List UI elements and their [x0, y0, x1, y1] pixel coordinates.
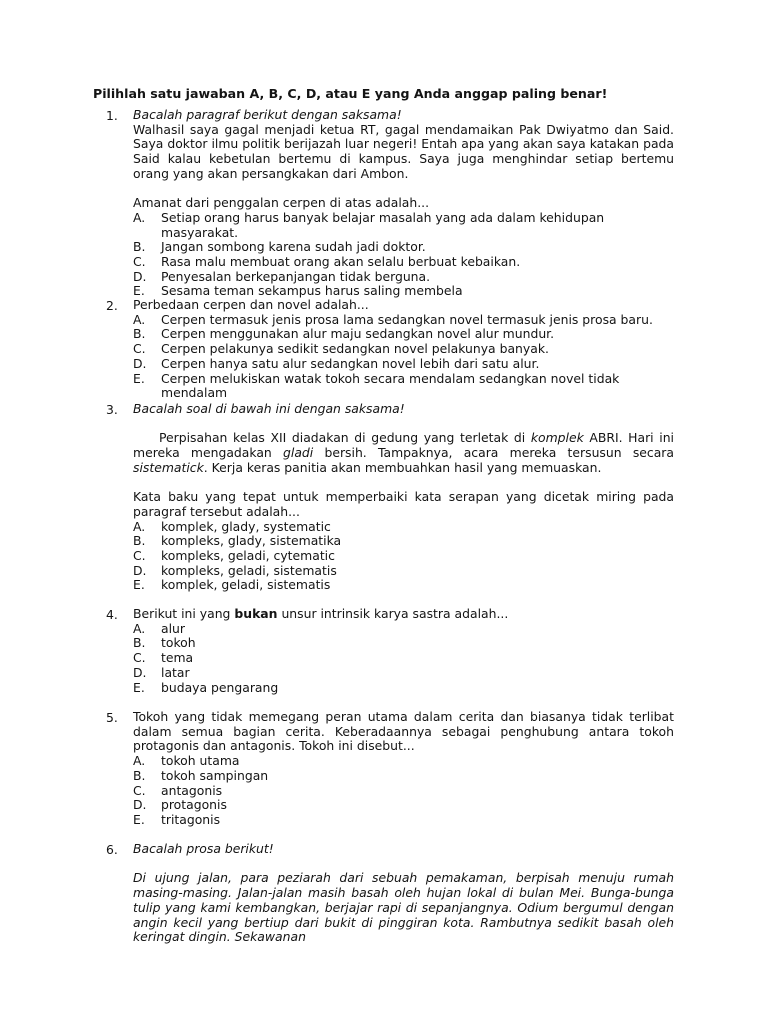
option-letter: D. [133, 562, 147, 578]
question-text: Berikut ini yang bukan unsur intrinsik karya sastra adalah... [133, 606, 509, 621]
option-c[interactable] [133, 255, 674, 270]
option-letter: E. [133, 811, 145, 827]
option-e[interactable] [133, 813, 674, 828]
question-number: 1. [106, 108, 118, 123]
option-a[interactable] [133, 520, 674, 535]
option-text: Rasa malu membuat orang akan selalu berbuat kebaikan. [161, 254, 521, 270]
option-text: Cerpen pelakunya sedikit sedangkan novel pelakunya banyak. [161, 341, 549, 357]
option-letter: C. [133, 782, 146, 798]
option-c[interactable] [133, 651, 674, 666]
question-body [133, 402, 674, 593]
question-body [133, 298, 674, 401]
question-prompt: Bacalah paragraf berikut dengan saksama! [133, 107, 402, 122]
option-b[interactable] [133, 769, 674, 784]
option-e[interactable] [133, 681, 674, 696]
question-body [133, 842, 674, 945]
option-text: tokoh sampingan [161, 767, 269, 783]
option-text: Penyesalan berkepanjangan tidak berguna. [161, 268, 431, 284]
option-letter: C. [133, 341, 146, 357]
option-text: latar [161, 664, 190, 680]
question-text: Kata baku yang tepat untuk memperbaiki kata serapan yang dicetak miring pada paragraf tersebut adalah... [133, 489, 674, 519]
italic-word: gladi [283, 445, 314, 461]
option-letter: E. [133, 679, 145, 695]
option-a[interactable] [133, 313, 674, 328]
option-text: Cerpen hanya satu alur sedangkan novel lebih dari satu alur. [161, 355, 540, 371]
option-letter: B. [133, 767, 146, 783]
option-text: antagonis [161, 782, 223, 798]
option-letter: A. [133, 311, 146, 327]
option-a[interactable] [133, 622, 674, 637]
question-number: 4. [106, 607, 118, 622]
passage-text: Di ujung jalan, para peziarah dari sebuah pemakaman, berpisah menuju rumah masing-masing. Jalan-jalan masih basah oleh hujan lokal di bulan Mei. Bunga-bunga tulip yang kami kembangkan, berjajar rapi di sepanjangnya. Odium bergumul dengan angin kecil yang bertiup dari bukit di pinggiran kota. Rambutnya sedikit basah oleh keringat dingin. Sekawanan [133, 870, 674, 945]
option-text: Jangan sombong karena sudah jadi doktor. [161, 239, 426, 255]
question-body [133, 607, 674, 695]
option-b[interactable] [133, 636, 674, 651]
option-a[interactable] [133, 211, 674, 240]
option-text: tema [161, 650, 194, 666]
option-text: kompleks, geladi, cytematic [161, 548, 335, 563]
option-letter: E. [133, 577, 145, 593]
emphasis-word: bukan [234, 606, 278, 621]
option-letter: D. [133, 664, 147, 680]
option-a[interactable] [133, 754, 674, 769]
option-text: komplek, glady, systematic [161, 518, 331, 534]
option-letter: A. [133, 753, 146, 769]
question-prompt: Bacalah soal di bawah ini dengan saksama! [133, 401, 405, 416]
option-letter: C. [133, 650, 146, 666]
option-letter: C. [133, 548, 146, 563]
option-text: Cerpen termasuk jenis prosa lama sedangkan novel termasuk jenis prosa baru. [161, 311, 653, 327]
option-letter: D. [133, 268, 147, 284]
question-number: 6. [106, 842, 118, 857]
option-letter: B. [133, 635, 146, 651]
option-letter: B. [133, 326, 146, 342]
option-text: Cerpen menggunakan alur maju sedangkan novel alur mundur. [161, 326, 555, 342]
option-letter: B. [133, 239, 146, 255]
option-letter: A. [133, 620, 146, 636]
option-text: tritagonis [161, 811, 221, 827]
option-text: budaya pengarang [161, 679, 279, 695]
option-letter: A. [133, 518, 146, 534]
option-letter: A. [133, 209, 146, 225]
option-text: komplek, geladi, sistematis [161, 577, 331, 593]
question-number: 2. [106, 298, 118, 313]
option-letter: C. [133, 254, 146, 270]
option-text: Sesama teman sekampus harus saling membela [161, 283, 463, 299]
option-text: Cerpen melukiskan watak tokoh secara mendalam sedangkan novel tidak mendalam [161, 370, 620, 401]
option-letter: D. [133, 355, 147, 371]
italic-word: sistematick [133, 459, 204, 475]
passage-text: Walhasil saya gagal menjadi ketua RT, gagal mendamaikan Pak Dwiyatmo dan Said. Saya doktor ilmu politik berijazah luar negeri! Entah apa yang akan saya katakan pada Said kalau kebetulan bertemu di kampus. Saya juga menghindar setiap bertemu orang yang akan persangkakan dari Ambon. [133, 121, 674, 181]
option-d[interactable] [133, 798, 674, 813]
question-number: 5. [106, 710, 118, 725]
question-body [133, 108, 674, 299]
option-text: kompleks, glady, sistematika [161, 533, 342, 549]
option-b[interactable] [133, 534, 674, 549]
option-letter: B. [133, 533, 146, 549]
option-b[interactable] [133, 240, 674, 255]
option-text: tokoh utama [161, 753, 240, 769]
italic-word: komplek [530, 430, 584, 446]
question-text: Amanat dari penggalan cerpen di atas adalah... [133, 195, 430, 211]
option-text: Setiap orang harus banyak belajar masalah yang ada dalam kehidupan masyarakat. [161, 209, 605, 240]
question-text: Perbedaan cerpen dan novel adalah... [133, 297, 369, 312]
passage-text: Perpisahan kelas XII diadakan di gedung yang terletak di komplek ABRI. Hari ini mereka mengadakan gladi bersih. Tampaknya, acara mereka tersusun secara sistematick. Kerja keras panitia akan membuahkan hasil yang memuaskan. [133, 430, 674, 475]
option-d[interactable] [133, 666, 674, 681]
option-c[interactable] [133, 784, 674, 799]
option-b[interactable] [133, 327, 674, 342]
option-e[interactable] [133, 578, 674, 593]
option-text: tokoh [161, 635, 196, 651]
question-prompt: Bacalah prosa berikut! [133, 841, 274, 856]
option-d[interactable] [133, 357, 674, 372]
question-text: Tokoh yang tidak memegang peran utama dalam cerita dan biasanya tidak terlibat dalam semua bagian cerita. Keberadaannya sebagai penghubung antara tokoh protagonis dan antagonis. Tokoh ini disebut... [133, 709, 674, 754]
question-body [133, 710, 674, 828]
option-d[interactable] [133, 270, 674, 285]
option-e[interactable] [133, 372, 674, 401]
option-c[interactable] [133, 549, 674, 564]
option-letter: D. [133, 797, 147, 813]
instruction-heading: Pilihlah satu jawaban A, B, C, D, atau E yang Anda anggap paling benar! [93, 86, 608, 101]
option-text: protagonis [161, 797, 227, 813]
option-letter: E. [133, 283, 145, 299]
option-text: alur [161, 620, 185, 636]
option-c[interactable] [133, 342, 674, 357]
option-d[interactable] [133, 564, 674, 579]
question-number: 3. [106, 402, 118, 417]
option-letter: E. [133, 370, 145, 386]
option-text: kompleks, geladi, sistematis [161, 562, 337, 578]
